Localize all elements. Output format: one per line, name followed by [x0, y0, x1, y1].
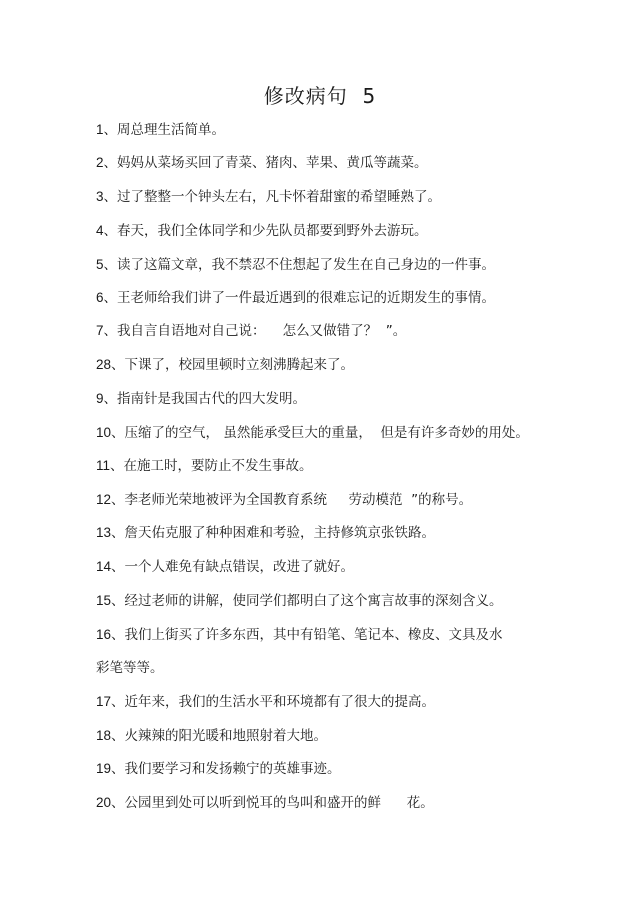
sentence-item [96, 322, 406, 340]
sentence-text: 王老师给我们讲了一件最近遇到的很难忘记的近期发生的事情。 [117, 290, 496, 306]
sentence-number: 4、 [96, 223, 118, 238]
sentence-number: 9、 [96, 391, 118, 406]
sentence-text: 指南针是我国古代的四大发明。 [117, 391, 307, 407]
sentence-item [96, 356, 354, 374]
sentence-number: 18、 [96, 728, 125, 743]
sentence-text: 压缩了的空气， 虽然能承受巨大的重量， 但是有许多奇妙的用处。 [124, 425, 529, 441]
sentence-number: 13、 [96, 525, 125, 540]
sentence-item [96, 154, 428, 172]
sentence-text: 一个人难免有缺点错误，改进了就好。 [124, 559, 355, 575]
page-title: 修改病句 5 [263, 84, 377, 108]
sentence-number: 15、 [96, 593, 125, 608]
sentence-number: 12、 [96, 492, 125, 507]
sentence-item [96, 524, 435, 542]
sentence-item [96, 558, 354, 576]
sentence-text: 过了整整一个钟头左右，凡卡怀着甜蜜的希望睡熟了。 [117, 189, 442, 205]
sentence-text: 下课了，校园里顿时立刻沸腾起来了。 [124, 357, 355, 373]
sentence-number: 5、 [96, 257, 118, 272]
sentence-text: 妈妈从菜场买回了青菜、猪肉、苹果、黄瓜等蔬菜。 [117, 155, 428, 171]
sentence-item [96, 256, 495, 274]
sentence-item [96, 222, 428, 240]
sentence-text: 公园里到处可以听到悦耳的鸟叫和盛开的鲜 花。 [124, 795, 434, 811]
sentence-item [96, 693, 435, 711]
sentence-number: 3、 [96, 189, 118, 204]
sentence-item [96, 121, 225, 139]
sentence-text: 詹天佑克服了种种困难和考验，主持修筑京张铁路。 [124, 525, 436, 541]
sentence-number: 17、 [96, 694, 125, 709]
sentence-item-continuation [96, 659, 164, 677]
sentence-number: 11、 [96, 458, 124, 473]
sentence-text: 我们上街买了许多东西，其中有铅笔、笔记本、橡皮、文具及水 [124, 627, 503, 643]
sentence-text: 近年来，我们的生活水平和环境都有了很大的提高。 [124, 694, 436, 710]
sentence-number: 2、 [96, 155, 118, 170]
sentence-text: 读了这篇文章，我不禁忍不住想起了发生在自己身边的一件事。 [117, 257, 496, 273]
sentence-item [96, 188, 441, 206]
sentence-text: 周总理生活简单。 [117, 122, 226, 138]
sentence-item [96, 457, 313, 475]
sentence-item [96, 390, 306, 408]
sentence-item [96, 592, 503, 610]
sentence-item [96, 626, 503, 644]
sentence-number: 14、 [96, 559, 125, 574]
sentence-number: 16、 [96, 627, 125, 642]
sentence-item [96, 424, 529, 442]
sentence-text: 我自言自语地对自己说： 怎么又做错了？ ”。 [117, 323, 407, 339]
sentence-item [96, 794, 434, 812]
sentence-number: 28、 [96, 357, 125, 372]
sentence-text: 经过老师的讲解，使同学们都明白了这个寓言故事的深刻含义。 [124, 593, 503, 609]
sentence-item [96, 491, 472, 509]
sentence-item [96, 760, 341, 778]
sentence-number: 20、 [96, 795, 125, 810]
sentence-text: 在施工时，要防止不发生事故。 [123, 458, 313, 474]
sentence-number: 7、 [96, 323, 118, 338]
sentence-item [96, 727, 327, 745]
sentence-text: 春天，我们全体同学和少先队员都要到野外去游玩。 [117, 223, 428, 239]
sentence-text: 火辣辣的阳光暖和地照射着大地。 [124, 728, 328, 744]
sentence-number: 10、 [96, 425, 125, 440]
sentence-number: 1、 [96, 122, 118, 137]
sentence-text: 我们要学习和发扬赖宁的英雄事迹。 [124, 761, 341, 777]
sentence-item [96, 289, 495, 307]
sentence-text: 李老师光荣地被评为全国教育系统 劳动模范 ”的称号。 [124, 492, 473, 508]
sentence-text: 彩笔等等。 [96, 660, 164, 676]
sentence-number: 19、 [96, 761, 125, 776]
sentence-number: 6、 [96, 290, 118, 305]
